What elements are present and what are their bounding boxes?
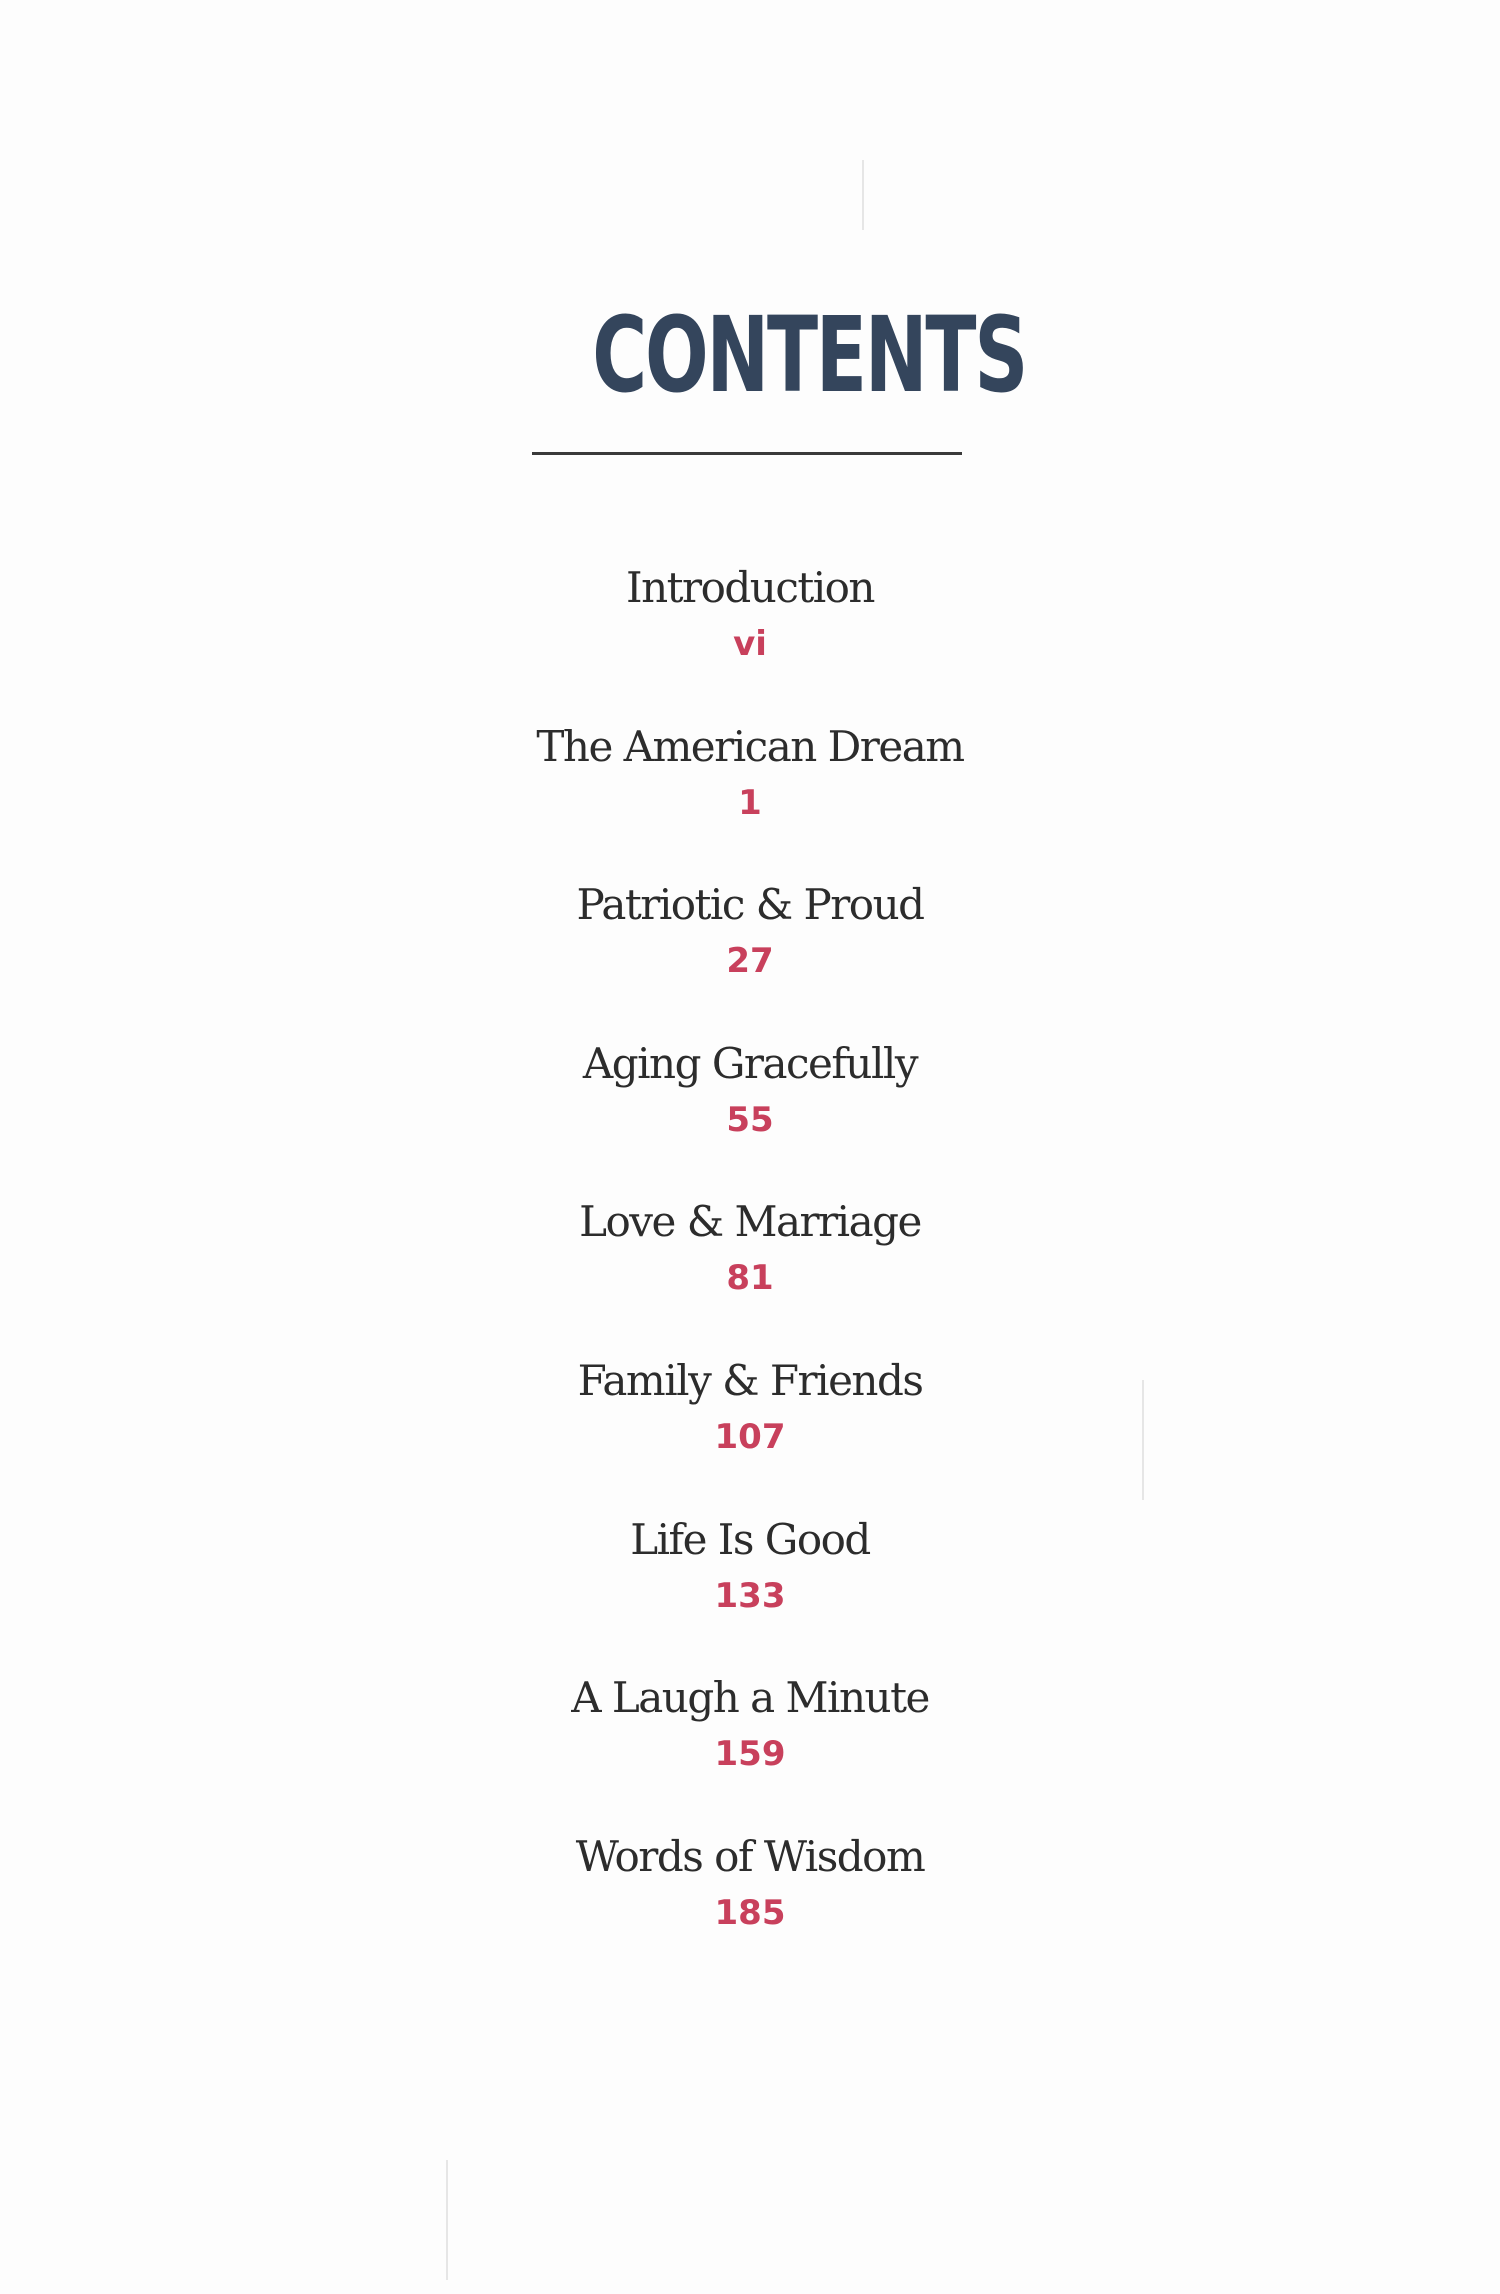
toc-entry-page-number: 107 xyxy=(714,1416,786,1457)
scan-mark xyxy=(1142,1380,1144,1500)
toc-entry-title: Family & Friends xyxy=(577,1355,923,1405)
toc-entry-page-number: vi xyxy=(733,624,767,664)
toc-entry-page-number: 159 xyxy=(714,1734,786,1775)
toc-entry[interactable] xyxy=(450,1670,1050,1829)
toc-entry[interactable] xyxy=(450,560,1050,719)
toc-entry[interactable] xyxy=(450,1512,1050,1671)
scan-mark xyxy=(446,2160,448,2280)
toc-entry[interactable] xyxy=(450,719,1050,878)
toc-entry[interactable] xyxy=(450,1353,1050,1512)
toc-entry[interactable] xyxy=(450,1829,1050,1988)
toc-entry-page-number: 55 xyxy=(726,1099,774,1140)
toc-entry-title: Patriotic & Proud xyxy=(576,880,924,930)
table-of-contents xyxy=(450,560,1050,1987)
toc-entry-page-number: 133 xyxy=(714,1575,786,1616)
toc-entry-page-number: 185 xyxy=(714,1892,786,1933)
toc-entry-page-number: 1 xyxy=(738,782,762,823)
toc-entry-title: Words of Wisdom xyxy=(575,1831,925,1881)
scan-mark xyxy=(862,160,864,230)
title-divider xyxy=(532,452,962,455)
toc-entry[interactable] xyxy=(450,877,1050,1036)
toc-entry[interactable] xyxy=(450,1194,1050,1353)
toc-entry-page-number: 27 xyxy=(726,941,774,982)
toc-entry-title: The American Dream xyxy=(536,721,964,771)
toc-entry-title: A Laugh a Minute xyxy=(571,1673,929,1723)
toc-entry-title: Aging Gracefully xyxy=(582,1038,918,1088)
toc-entry-page-number: 81 xyxy=(726,1258,774,1299)
toc-entry[interactable] xyxy=(450,1036,1050,1195)
toc-entry-title: Love & Marriage xyxy=(579,1197,921,1247)
page-title: CONTENTS xyxy=(592,294,1027,416)
toc-entry-title: Introduction xyxy=(626,563,874,612)
toc-entry-title: Life Is Good xyxy=(630,1514,870,1564)
